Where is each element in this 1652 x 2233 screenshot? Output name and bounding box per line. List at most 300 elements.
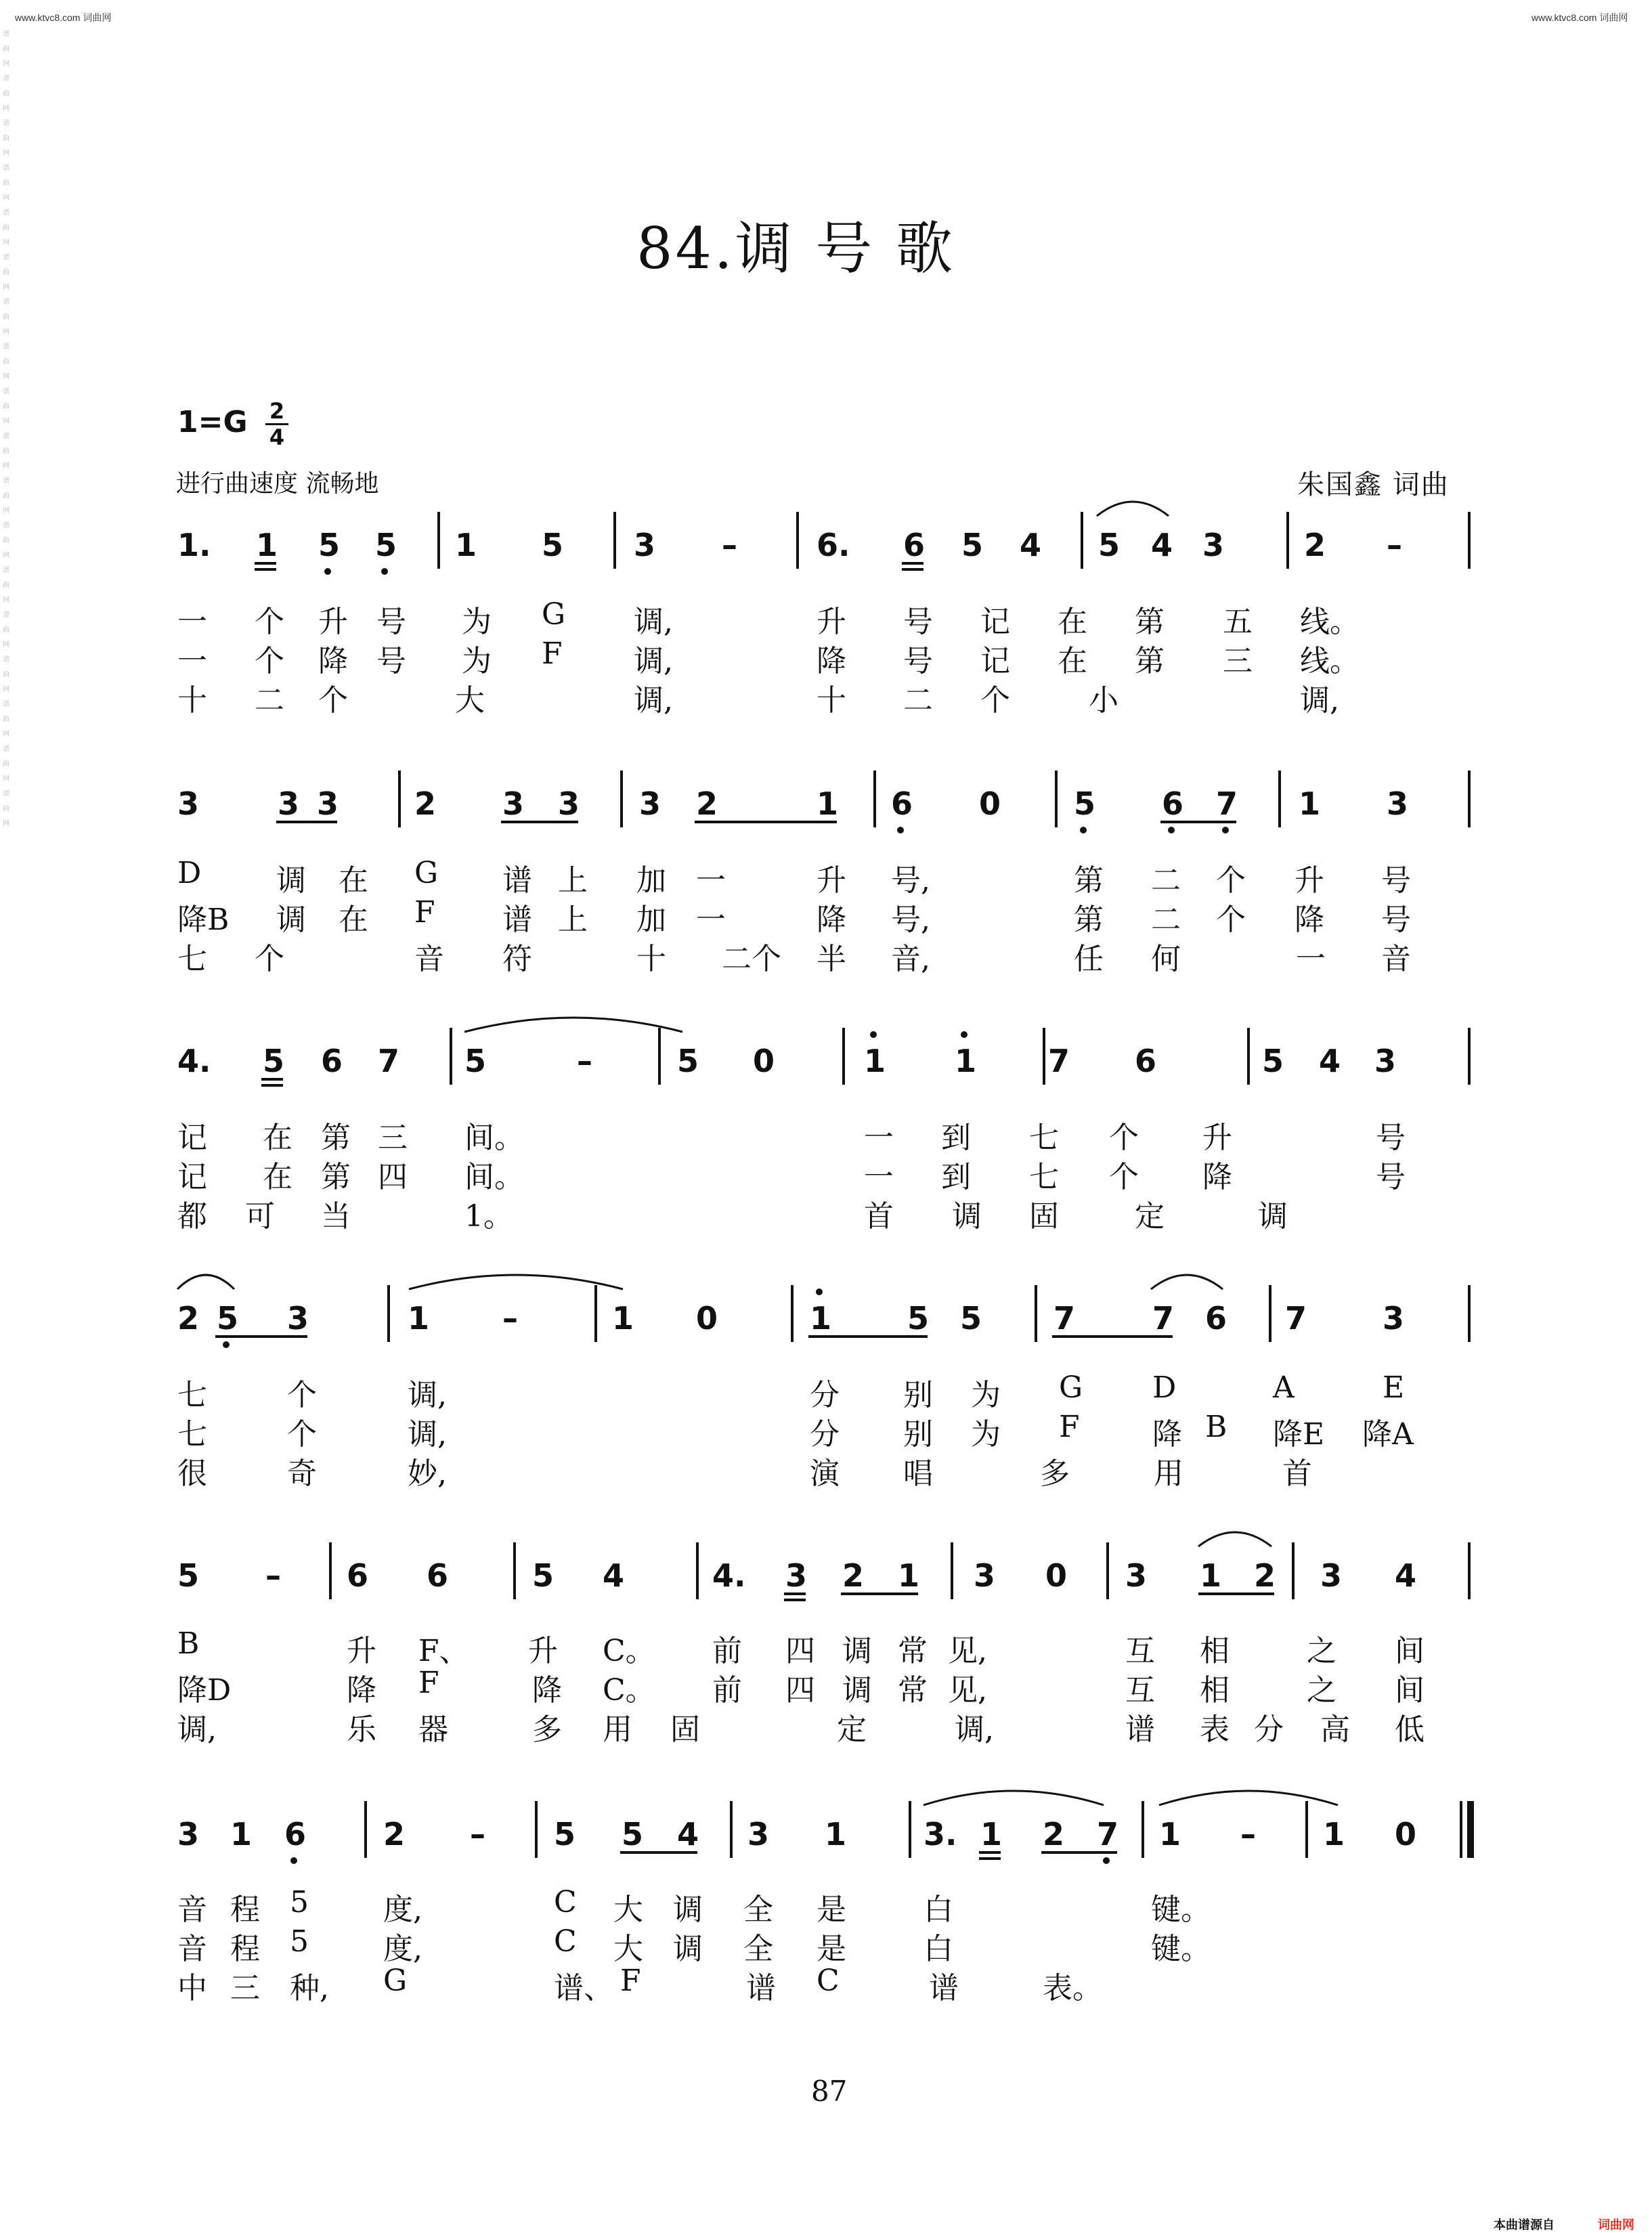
lyric-syllable: 降 xyxy=(817,903,846,937)
octave-dot-above xyxy=(961,1031,968,1038)
note: 3 xyxy=(177,785,200,822)
slur xyxy=(1198,1532,1271,1546)
note: 3 xyxy=(317,785,339,822)
note: 1 xyxy=(898,1557,920,1594)
lyric-syllable: G xyxy=(414,856,439,890)
lyric-syllable: 在 xyxy=(339,903,368,937)
key-signature: 1=G xyxy=(177,405,248,439)
lyric-syllable: 第 xyxy=(1135,605,1165,639)
note: 2 xyxy=(1043,1816,1065,1852)
edge-watermark-char: 曲 xyxy=(3,313,9,321)
lyric-syllable: 七 xyxy=(177,1417,207,1452)
note: 2 xyxy=(383,1816,406,1852)
lyric-syllable: 定 xyxy=(837,1712,867,1747)
lyric-syllable: 一 xyxy=(696,863,726,898)
edge-watermark-char: 曲 xyxy=(3,537,9,544)
header-site-left: www.ktvc8.com 词曲网 xyxy=(15,12,112,23)
lyric-syllable: 降 xyxy=(1295,903,1324,937)
lyric-syllable: 调 xyxy=(842,1673,872,1708)
lyric-syllable: 常 xyxy=(898,1634,928,1668)
lyric-syllable: 号, xyxy=(891,863,930,898)
lyric-syllable: 用 xyxy=(1154,1456,1183,1491)
lyric-syllable: 调 xyxy=(842,1634,872,1668)
note: – xyxy=(265,1557,281,1594)
lyric-syllable: 降B xyxy=(177,903,230,937)
lyric-syllable: 个 xyxy=(980,683,1010,718)
lyric-syllable: 第 xyxy=(1074,903,1104,937)
edge-watermark-char: 曲 xyxy=(3,179,9,187)
edge-watermark-char: 网 xyxy=(3,597,9,604)
lyric-syllable: 之 xyxy=(1307,1634,1336,1668)
lyric-syllable: 大 xyxy=(455,683,485,718)
lyric-syllable: 十 xyxy=(177,683,207,718)
lyric-syllable: 5 xyxy=(290,1885,309,1920)
note: 0 xyxy=(753,1043,775,1079)
octave-dot-below xyxy=(1080,827,1087,833)
lyric-syllable: E xyxy=(1383,1370,1405,1405)
lyric-syllable: F xyxy=(542,636,563,671)
note: 3 xyxy=(177,1816,200,1852)
note: 6 xyxy=(284,1816,307,1852)
lyric-syllable: 降A xyxy=(1362,1417,1414,1452)
note: 5 xyxy=(622,1816,644,1852)
lyric-syllable: 号, xyxy=(891,903,930,937)
lyric-syllable: 别 xyxy=(903,1378,933,1412)
lyric-syllable: 全 xyxy=(743,1932,773,1966)
edge-watermark-char: 曲 xyxy=(3,492,9,500)
lyric-syllable: 降 xyxy=(532,1673,562,1708)
lyric-syllable: 二个 xyxy=(722,942,781,976)
lyric-syllable: 可 xyxy=(245,1199,275,1234)
lyric-syllable: 个 xyxy=(255,942,284,976)
lyric-syllable: C xyxy=(817,1964,840,1998)
lyric-syllable: F xyxy=(620,1964,641,1998)
note: – xyxy=(470,1816,485,1852)
lyric-syllable: F xyxy=(414,895,435,930)
note: 3 xyxy=(1383,1300,1405,1337)
edge-watermark-char: 曲 xyxy=(3,626,9,634)
note: 5 xyxy=(375,527,397,563)
lyric-syllable: 十 xyxy=(636,942,666,976)
edge-watermark-char: 曲 xyxy=(3,358,9,366)
edge-watermark-char: 谱 xyxy=(3,120,9,127)
note: 2 xyxy=(696,785,718,822)
note: 5 xyxy=(263,1043,285,1079)
lyric-syllable: G xyxy=(383,1964,408,1998)
slur xyxy=(1097,502,1169,516)
lyric-syllable: F xyxy=(1059,1410,1080,1444)
edge-watermark-char: 谱 xyxy=(3,433,9,440)
lyric-syllable: 上 xyxy=(558,903,588,937)
edge-watermark-char: 谱 xyxy=(3,701,9,708)
edge-watermark-char: 谱 xyxy=(3,611,9,619)
note: – xyxy=(502,1300,518,1337)
edge-watermark-char: 谱 xyxy=(3,567,9,574)
lyric-syllable: 四 xyxy=(785,1673,815,1708)
lyric-syllable: 白 xyxy=(923,1932,953,1966)
lyric-syllable: 降 xyxy=(318,644,348,678)
note: 3 xyxy=(502,785,525,822)
lyric-syllable: 七 xyxy=(1029,1121,1059,1155)
lyric-syllable: 为 xyxy=(971,1417,1001,1452)
edge-watermark-char: 网 xyxy=(3,507,9,515)
edge-watermark-char: 谱 xyxy=(3,30,9,38)
slur xyxy=(1159,1791,1338,1805)
edge-watermark-char: 谱 xyxy=(3,656,9,664)
lyric-syllable: 首 xyxy=(1282,1456,1312,1491)
lyric-syllable: 音 xyxy=(1381,942,1411,976)
lyric-syllable: 度, xyxy=(383,1932,422,1966)
lyric-syllable: 音 xyxy=(177,1932,207,1966)
lyric-syllable: 升 xyxy=(528,1634,558,1668)
edge-watermark-char: 网 xyxy=(3,462,9,470)
edge-watermark-char: 网 xyxy=(3,820,9,827)
note: 7 xyxy=(1048,1043,1070,1079)
lyric-syllable: 到 xyxy=(941,1160,971,1194)
lyric-syllable: C xyxy=(554,1885,577,1920)
note: 4 xyxy=(1151,527,1173,563)
edge-watermark-char: 曲 xyxy=(3,135,9,142)
note: 5 xyxy=(554,1816,576,1852)
note: 4 xyxy=(1395,1557,1417,1594)
lyric-syllable: 降 xyxy=(347,1673,376,1708)
lyric-syllable: 一 xyxy=(696,903,726,937)
note: 4. xyxy=(712,1557,746,1594)
lyric-syllable: 调 xyxy=(673,1932,703,1966)
note: 0 xyxy=(1395,1816,1417,1852)
footer-site: 词曲网 xyxy=(1598,2218,1634,2232)
lyric-syllable: 降 xyxy=(817,644,846,678)
edge-watermark-char: 网 xyxy=(3,686,9,693)
lyric-syllable: 第 xyxy=(1135,644,1165,678)
lyric-syllable: 小 xyxy=(1089,683,1118,718)
edge-watermark-char: 网 xyxy=(3,60,9,68)
lyric-syllable: 号 xyxy=(1381,863,1411,898)
lyric-syllable: 何 xyxy=(1151,942,1181,976)
lyric-syllable: 线。 xyxy=(1300,644,1360,678)
edge-watermark-char: 网 xyxy=(3,775,9,783)
edge-watermark-char: 谱 xyxy=(3,522,9,529)
lyric-syllable: 白 xyxy=(923,1892,953,1927)
note: 3 xyxy=(639,785,661,822)
lyric-syllable: 间。 xyxy=(464,1121,524,1155)
octave-dot-above xyxy=(870,1031,877,1038)
lyric-syllable: 见, xyxy=(948,1673,987,1708)
lyric-syllable: 调 xyxy=(276,903,306,937)
lyric-syllable: 前 xyxy=(712,1673,742,1708)
note: 5 xyxy=(1074,785,1096,822)
lyric-syllable: 谱、 xyxy=(554,1971,613,2006)
lyric-syllable: 四 xyxy=(785,1634,815,1668)
edge-watermark-char: 曲 xyxy=(3,90,9,97)
note: 5 xyxy=(960,1300,982,1337)
edge-watermark-char: 网 xyxy=(3,552,9,559)
lyric-syllable: 半 xyxy=(817,942,846,976)
lyric-syllable: 调, xyxy=(955,1712,994,1747)
slur xyxy=(464,1018,682,1032)
lyric-syllable: 用 xyxy=(603,1712,632,1747)
lyric-syllable: 见, xyxy=(948,1634,987,1668)
lyric-syllable: 多 xyxy=(532,1712,562,1747)
note: 0 xyxy=(1045,1557,1068,1594)
note: 4 xyxy=(1020,527,1042,563)
lyric-syllable: B xyxy=(1205,1410,1227,1444)
note: 5 xyxy=(318,527,341,563)
lyric-syllable: 演 xyxy=(810,1456,840,1491)
lyric-syllable: 间 xyxy=(1395,1673,1425,1708)
edge-watermark-char: 曲 xyxy=(3,269,9,276)
lyric-syllable: 线。 xyxy=(1300,605,1360,639)
lyric-syllable: 在 xyxy=(263,1121,292,1155)
edge-watermark-char: 谱 xyxy=(3,254,9,261)
edge-watermark-char: 曲 xyxy=(3,582,9,589)
lyric-syllable: 升 xyxy=(1295,863,1324,898)
edge-watermark-char: 网 xyxy=(3,150,9,157)
lyric-syllable: 四 xyxy=(378,1160,408,1194)
note: 3 xyxy=(1125,1557,1148,1594)
lyric-syllable: 在 xyxy=(1058,605,1087,639)
lyric-syllable: 记 xyxy=(980,644,1010,678)
note: 3 xyxy=(1374,1043,1397,1079)
edge-watermark-char: 网 xyxy=(3,731,9,738)
lyric-syllable: 加 xyxy=(636,863,666,898)
lyric-syllable: 程 xyxy=(230,1892,260,1927)
note: 0 xyxy=(979,785,1001,822)
lyric-syllable: 七 xyxy=(1029,1160,1059,1194)
note: 1 xyxy=(825,1816,847,1852)
edge-watermark-char: 曲 xyxy=(3,224,9,232)
lyric-syllable: C。 xyxy=(603,1634,655,1668)
lyric-syllable: 别 xyxy=(903,1417,933,1452)
octave-dot-below xyxy=(381,568,388,575)
lyric-syllable: 常 xyxy=(898,1673,928,1708)
lyric-syllable: 表。 xyxy=(1043,1971,1102,2006)
lyric-syllable: 相 xyxy=(1200,1634,1230,1668)
octave-dot-below xyxy=(223,1341,230,1348)
lyric-syllable: 升 xyxy=(347,1634,376,1668)
lyric-syllable: 在 xyxy=(1058,644,1087,678)
note: 7 xyxy=(1152,1300,1175,1337)
lyric-syllable: 一 xyxy=(864,1121,894,1155)
lyric-syllable: 中 xyxy=(177,1971,207,2006)
edge-watermark-char: 谱 xyxy=(3,165,9,172)
note: 7 xyxy=(378,1043,400,1079)
note: – xyxy=(577,1043,592,1079)
note: 2 xyxy=(842,1557,865,1594)
lyric-syllable: 前 xyxy=(712,1634,742,1668)
lyric-syllable: 个 xyxy=(1216,903,1246,937)
note: 7 xyxy=(1053,1300,1076,1337)
note: 5 xyxy=(907,1300,930,1337)
edge-watermark-char: 谱 xyxy=(3,299,9,306)
octave-dot-below xyxy=(1222,827,1229,833)
edge-watermark-char: 曲 xyxy=(3,448,9,455)
lyric-syllable: 二 xyxy=(903,683,933,718)
note: 6 xyxy=(1135,1043,1157,1079)
lyric-syllable: 个 xyxy=(1109,1160,1139,1194)
note: 1 xyxy=(408,1300,430,1337)
lyric-syllable: 表 xyxy=(1200,1712,1230,1747)
lyric-syllable: 调, xyxy=(1300,683,1339,718)
edge-watermark-char: 谱 xyxy=(3,745,9,753)
lyric-syllable: 间 xyxy=(1395,1634,1425,1668)
note: 5 xyxy=(217,1300,239,1337)
note: 3 xyxy=(278,785,300,822)
lyric-syllable: 谱 xyxy=(929,1971,959,2006)
lyric-syllable: 唱 xyxy=(903,1456,933,1491)
lyric-syllable: 器 xyxy=(418,1712,448,1747)
lyric-syllable: 高 xyxy=(1320,1712,1350,1747)
note: 1 xyxy=(864,1043,886,1079)
lyric-syllable: 三 xyxy=(1223,644,1253,678)
lyric-syllable: 谱 xyxy=(1125,1712,1155,1747)
lyric-syllable: 谱 xyxy=(502,863,532,898)
note: 3. xyxy=(923,1816,957,1852)
lyric-syllable: 大 xyxy=(613,1892,643,1927)
time-signature-bottom: 4 xyxy=(269,425,285,450)
note: 1 xyxy=(256,527,278,563)
octave-dot-above xyxy=(816,1288,823,1295)
edge-watermark-char: 曲 xyxy=(3,403,9,410)
note: 5 xyxy=(677,1043,699,1079)
lyric-syllable: 是 xyxy=(817,1892,846,1927)
lyric-syllable: 一 xyxy=(177,605,207,639)
lyric-syllable: 键。 xyxy=(1151,1892,1211,1927)
lyric-syllable: 调, xyxy=(634,683,673,718)
lyric-syllable: 度, xyxy=(383,1892,422,1927)
lyric-syllable: 调, xyxy=(634,644,673,678)
octave-dot-below xyxy=(290,1857,297,1864)
lyric-syllable: 音 xyxy=(414,942,444,976)
lyric-syllable: 为 xyxy=(462,644,492,678)
edge-watermark-char: 网 xyxy=(3,194,9,202)
lyric-syllable: 升 xyxy=(318,605,348,639)
lyric-syllable: 记 xyxy=(980,605,1010,639)
lyric-syllable: 调, xyxy=(177,1712,217,1747)
lyric-syllable: 固 xyxy=(1029,1199,1059,1234)
lyric-syllable: 到 xyxy=(941,1121,971,1155)
lyric-syllable: 调 xyxy=(276,863,306,898)
lyric-syllable: C。 xyxy=(603,1673,655,1708)
lyric-syllable: 个 xyxy=(287,1378,317,1412)
lyric-syllable: F、 xyxy=(418,1634,469,1668)
note: – xyxy=(1387,527,1402,563)
lyric-syllable: D xyxy=(177,856,202,890)
note: 6 xyxy=(321,1043,343,1079)
note: 6 xyxy=(891,785,913,822)
tempo-marking: 进行曲速度 流畅地 xyxy=(176,470,379,498)
note: 3 xyxy=(1202,527,1225,563)
lyric-syllable: 全 xyxy=(743,1892,773,1927)
note: 0 xyxy=(696,1300,718,1337)
lyric-syllable: 第 xyxy=(321,1160,351,1194)
note: 1 xyxy=(1200,1557,1222,1594)
lyric-syllable: A xyxy=(1273,1370,1295,1405)
edge-watermark-char: 曲 xyxy=(3,760,9,768)
lyric-syllable: 是 xyxy=(817,1932,846,1966)
note: 1 xyxy=(955,1043,977,1079)
note: 1 xyxy=(455,527,477,563)
song-title: 84.调 号 歌 xyxy=(636,215,955,282)
note: 2 xyxy=(1254,1557,1276,1594)
note: 3 xyxy=(785,1557,808,1594)
lyric-syllable: 多 xyxy=(1040,1456,1070,1491)
lyric-syllable: 三 xyxy=(230,1971,260,2006)
note: 5 xyxy=(1262,1043,1284,1079)
lyric-syllable: 之 xyxy=(1307,1673,1336,1708)
lyric-syllable: 妙, xyxy=(408,1456,447,1491)
lyric-syllable: 调 xyxy=(673,1892,703,1927)
note: 1 xyxy=(980,1816,1003,1852)
lyric-syllable: 第 xyxy=(1074,863,1104,898)
octave-dot-below xyxy=(1168,827,1175,833)
lyric-syllable: 分 xyxy=(810,1378,840,1412)
lyric-syllable: 一 xyxy=(864,1160,894,1194)
edge-watermark-char: 网 xyxy=(3,239,9,246)
lyric-syllable: F xyxy=(418,1666,439,1700)
lyric-syllable: 七 xyxy=(177,1378,207,1412)
note: 5 xyxy=(961,527,984,563)
edge-watermark-char: 曲 xyxy=(3,45,9,53)
edge-watermark-char: 网 xyxy=(3,373,9,381)
edge-watermark-char: 曲 xyxy=(3,671,9,678)
lyric-syllable: 降D xyxy=(177,1673,232,1708)
note: – xyxy=(722,527,737,563)
lyric-syllable: 个 xyxy=(1216,863,1246,898)
slur xyxy=(409,1275,623,1289)
edge-watermark-char: 网 xyxy=(3,641,9,649)
lyric-syllable: 加 xyxy=(636,903,666,937)
note: 6 xyxy=(347,1557,369,1594)
note: 3 xyxy=(287,1300,309,1337)
lyric-syllable: 间。 xyxy=(464,1160,524,1194)
lyric-syllable: 二 xyxy=(1151,863,1181,898)
footer-source-text: 本曲谱源自 xyxy=(1494,2218,1555,2232)
octave-dot-below xyxy=(897,827,904,833)
note: 1. xyxy=(177,527,211,563)
note: 5 xyxy=(464,1043,487,1079)
note: – xyxy=(1240,1816,1256,1852)
slur xyxy=(1151,1275,1223,1289)
lyric-syllable: 分 xyxy=(810,1417,840,1452)
slur xyxy=(923,1791,1104,1805)
lyric-syllable: 调 xyxy=(952,1199,982,1234)
lyric-syllable: 5 xyxy=(290,1924,309,1959)
note: 1 xyxy=(1159,1816,1181,1852)
lyric-syllable: 升 xyxy=(1202,1121,1232,1155)
edge-watermark-char: 曲 xyxy=(3,805,9,812)
edge-watermark-char: 谱 xyxy=(3,477,9,485)
edge-watermark-char: 谱 xyxy=(3,388,9,395)
page-number: 87 xyxy=(811,2075,848,2108)
lyric-syllable: 种, xyxy=(290,1971,329,2006)
lyric-syllable: 调, xyxy=(408,1417,447,1452)
edge-watermark-char: 网 xyxy=(3,284,9,291)
lyric-syllable: 个 xyxy=(255,605,284,639)
lyric-syllable: 一 xyxy=(1296,942,1326,976)
lyric-syllable: 号 xyxy=(376,644,406,678)
note: 5 xyxy=(542,527,564,563)
lyric-syllable: D xyxy=(1152,1370,1177,1405)
lyric-syllable: 谱 xyxy=(502,903,532,937)
lyric-syllable: 号 xyxy=(1381,903,1411,937)
edge-watermark-char: 网 xyxy=(3,418,9,425)
lyric-syllable: 五 xyxy=(1223,605,1253,639)
lyric-syllable: C xyxy=(554,1924,577,1959)
note: 1 xyxy=(810,1300,832,1337)
lyric-syllable: 音 xyxy=(177,1892,207,1927)
note: 6 xyxy=(903,527,926,563)
